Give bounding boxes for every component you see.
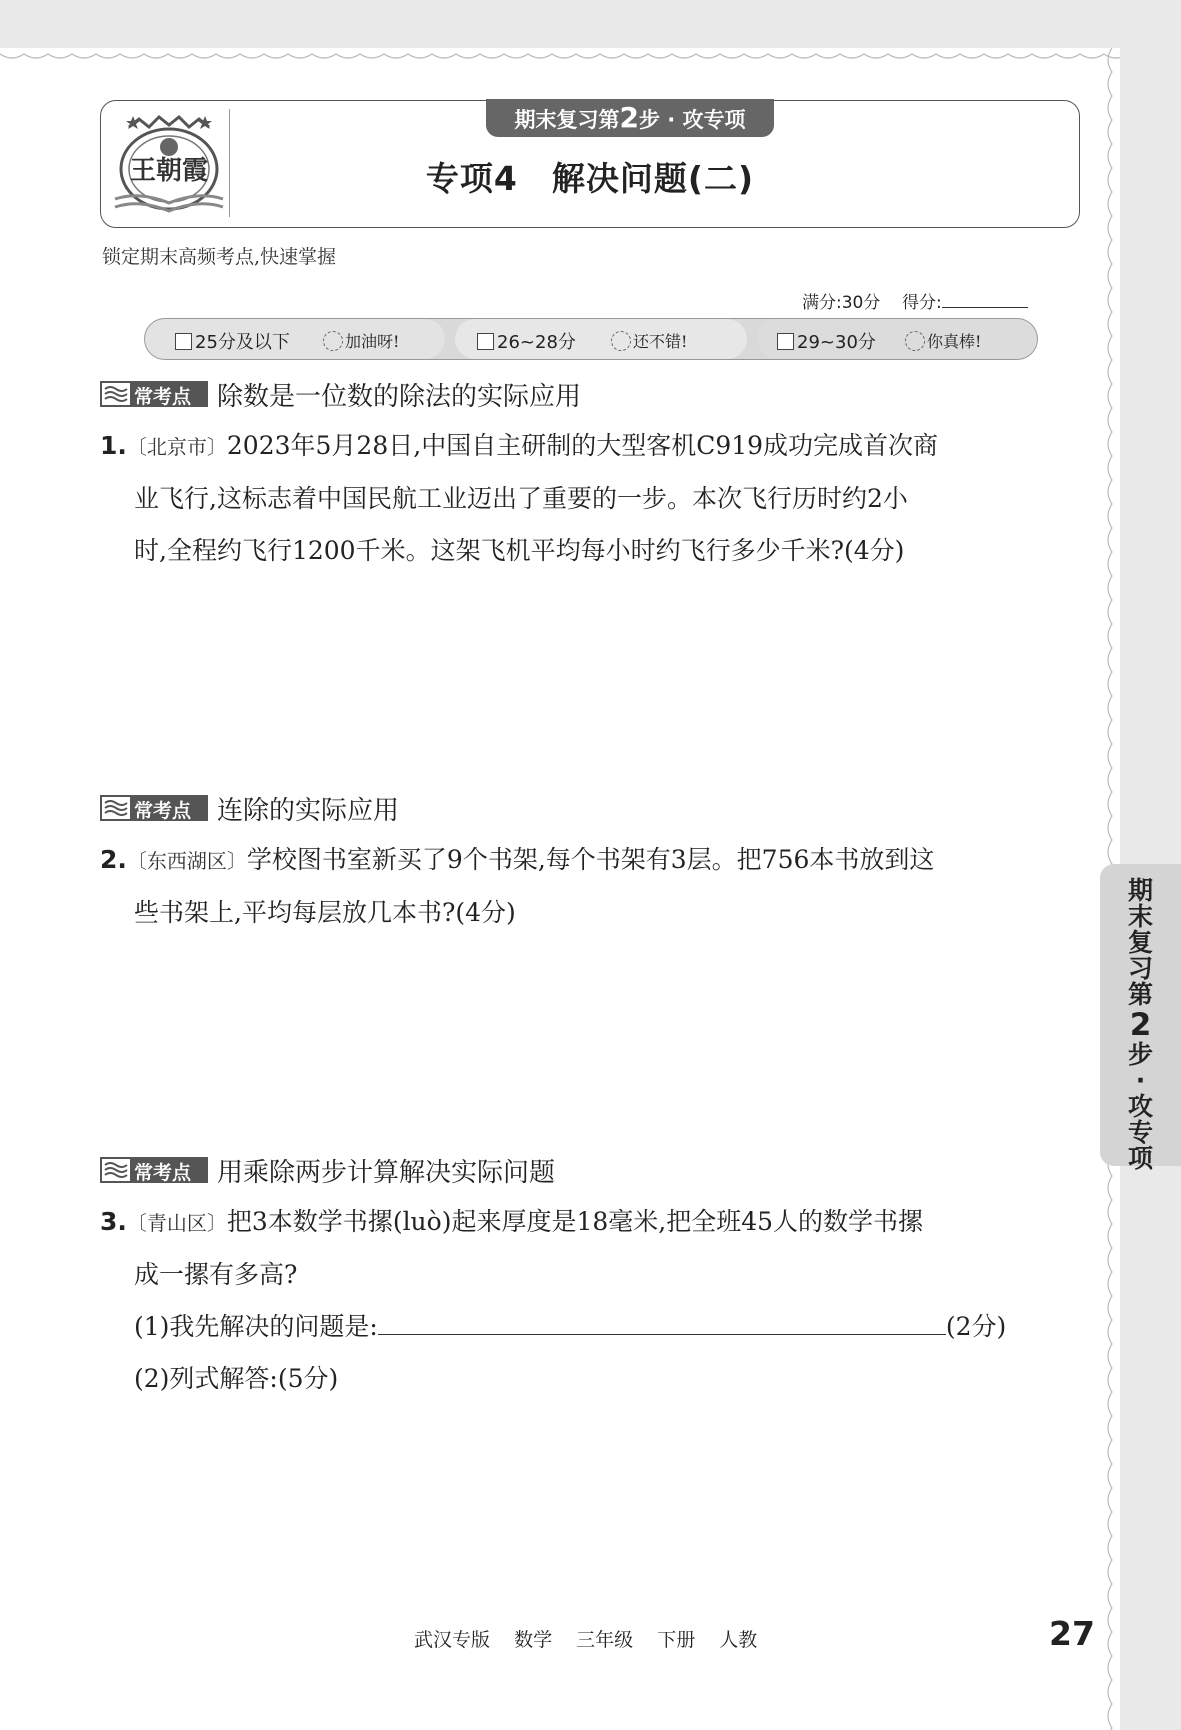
checkbox-icon[interactable] [175,333,192,350]
score-level-1 [145,319,445,359]
question-3: 3.〔青山区〕把3本数学书摞(luò)起来厚度是18毫米,把全班45人的数学书摞 成一摞有多高? (1)我先解决的问题是: (2分) (2)列式解答:(5分) [100,1196,1080,1405]
section-title: 连除的实际应用 [217,796,400,826]
subpart-1: (1)我先解决的问题是: (2分) [134,1312,1007,1341]
score-level-2 [455,319,747,359]
step-tab: 期末复习第2步 · 攻专项 [486,99,774,137]
svg-text:王朝霞: 王朝霞 [129,156,209,186]
score-label: 得分: [901,293,942,313]
section-tag: 常考点 [100,795,208,821]
header-box [100,100,1080,228]
wave-lines-icon [102,1159,130,1181]
subpart-2: (2)列式解答:(5分) [134,1364,339,1393]
question-source: 〔东西湖区〕 [126,849,247,873]
wave-lines-icon [102,797,130,819]
face-icon [611,331,631,351]
section-title: 除数是一位数的除法的实际应用 [217,382,582,412]
question-number: 1. [100,431,127,460]
subtitle: 锁定期末高频考点,快速掌握 [102,246,337,268]
side-tab [1100,864,1181,1173]
page-title: 专项4 解决问题(二) [425,159,755,198]
section-tag: 常考点 [100,381,208,407]
score-level-2-encouragement: 还不错! [611,329,687,352]
score-level-1-encouragement: 加油呀! [323,329,399,352]
section-tag: 常考点 [100,1157,208,1183]
score-level-3-option[interactable]: 29~30分 [777,328,876,354]
question-1: 1.〔北京市〕2023年5月28日,中国自主研制的大型客机C919成功完成首次商 业飞行,这标志着中国民航工业迈出了重要的一步。本次飞行历时约2小 时,全程约飞行1200千米。这架飞机平均每小时约飞行多少千米?(4分) [100,431,939,565]
score-blank[interactable] [942,293,1028,308]
score-level-3-encouragement: 你真棒! [905,329,981,352]
answer-blank[interactable] [378,1312,946,1335]
question-source: 〔青山区〕 [126,1211,227,1235]
face-icon [323,331,343,351]
side-tab-text: 期 末 复 习 第 2 步 · 攻 专 项 [1127,876,1153,1173]
page-number: 27 [1049,1614,1095,1653]
score-level-3 [757,319,1037,359]
score-level-1-option[interactable]: 25分及以下 [175,328,290,354]
score-level-2-option[interactable]: 26~28分 [477,328,576,354]
checkbox-icon[interactable] [777,333,794,350]
checkbox-icon[interactable] [477,333,494,350]
question-source: 〔北京市〕 [126,435,227,459]
wave-lines-icon [102,383,130,405]
question-2: 2.〔东西湖区〕学校图书室新买了9个书架,每个书架有3层。把756本书放到这 些书架上,平均每层放几本书?(4分) [100,845,935,927]
full-score-label: 满分:30分 [802,293,881,313]
question-number: 2. [100,845,127,874]
question-number: 3. [100,1207,127,1236]
score-level-bar [144,318,1038,360]
section-title: 用乘除两步计算解决实际问题 [217,1158,556,1188]
score-line [802,288,1028,313]
face-icon [905,331,925,351]
footer-info: 武汉专版 数学 三年级 下册 人教 [414,1629,758,1651]
